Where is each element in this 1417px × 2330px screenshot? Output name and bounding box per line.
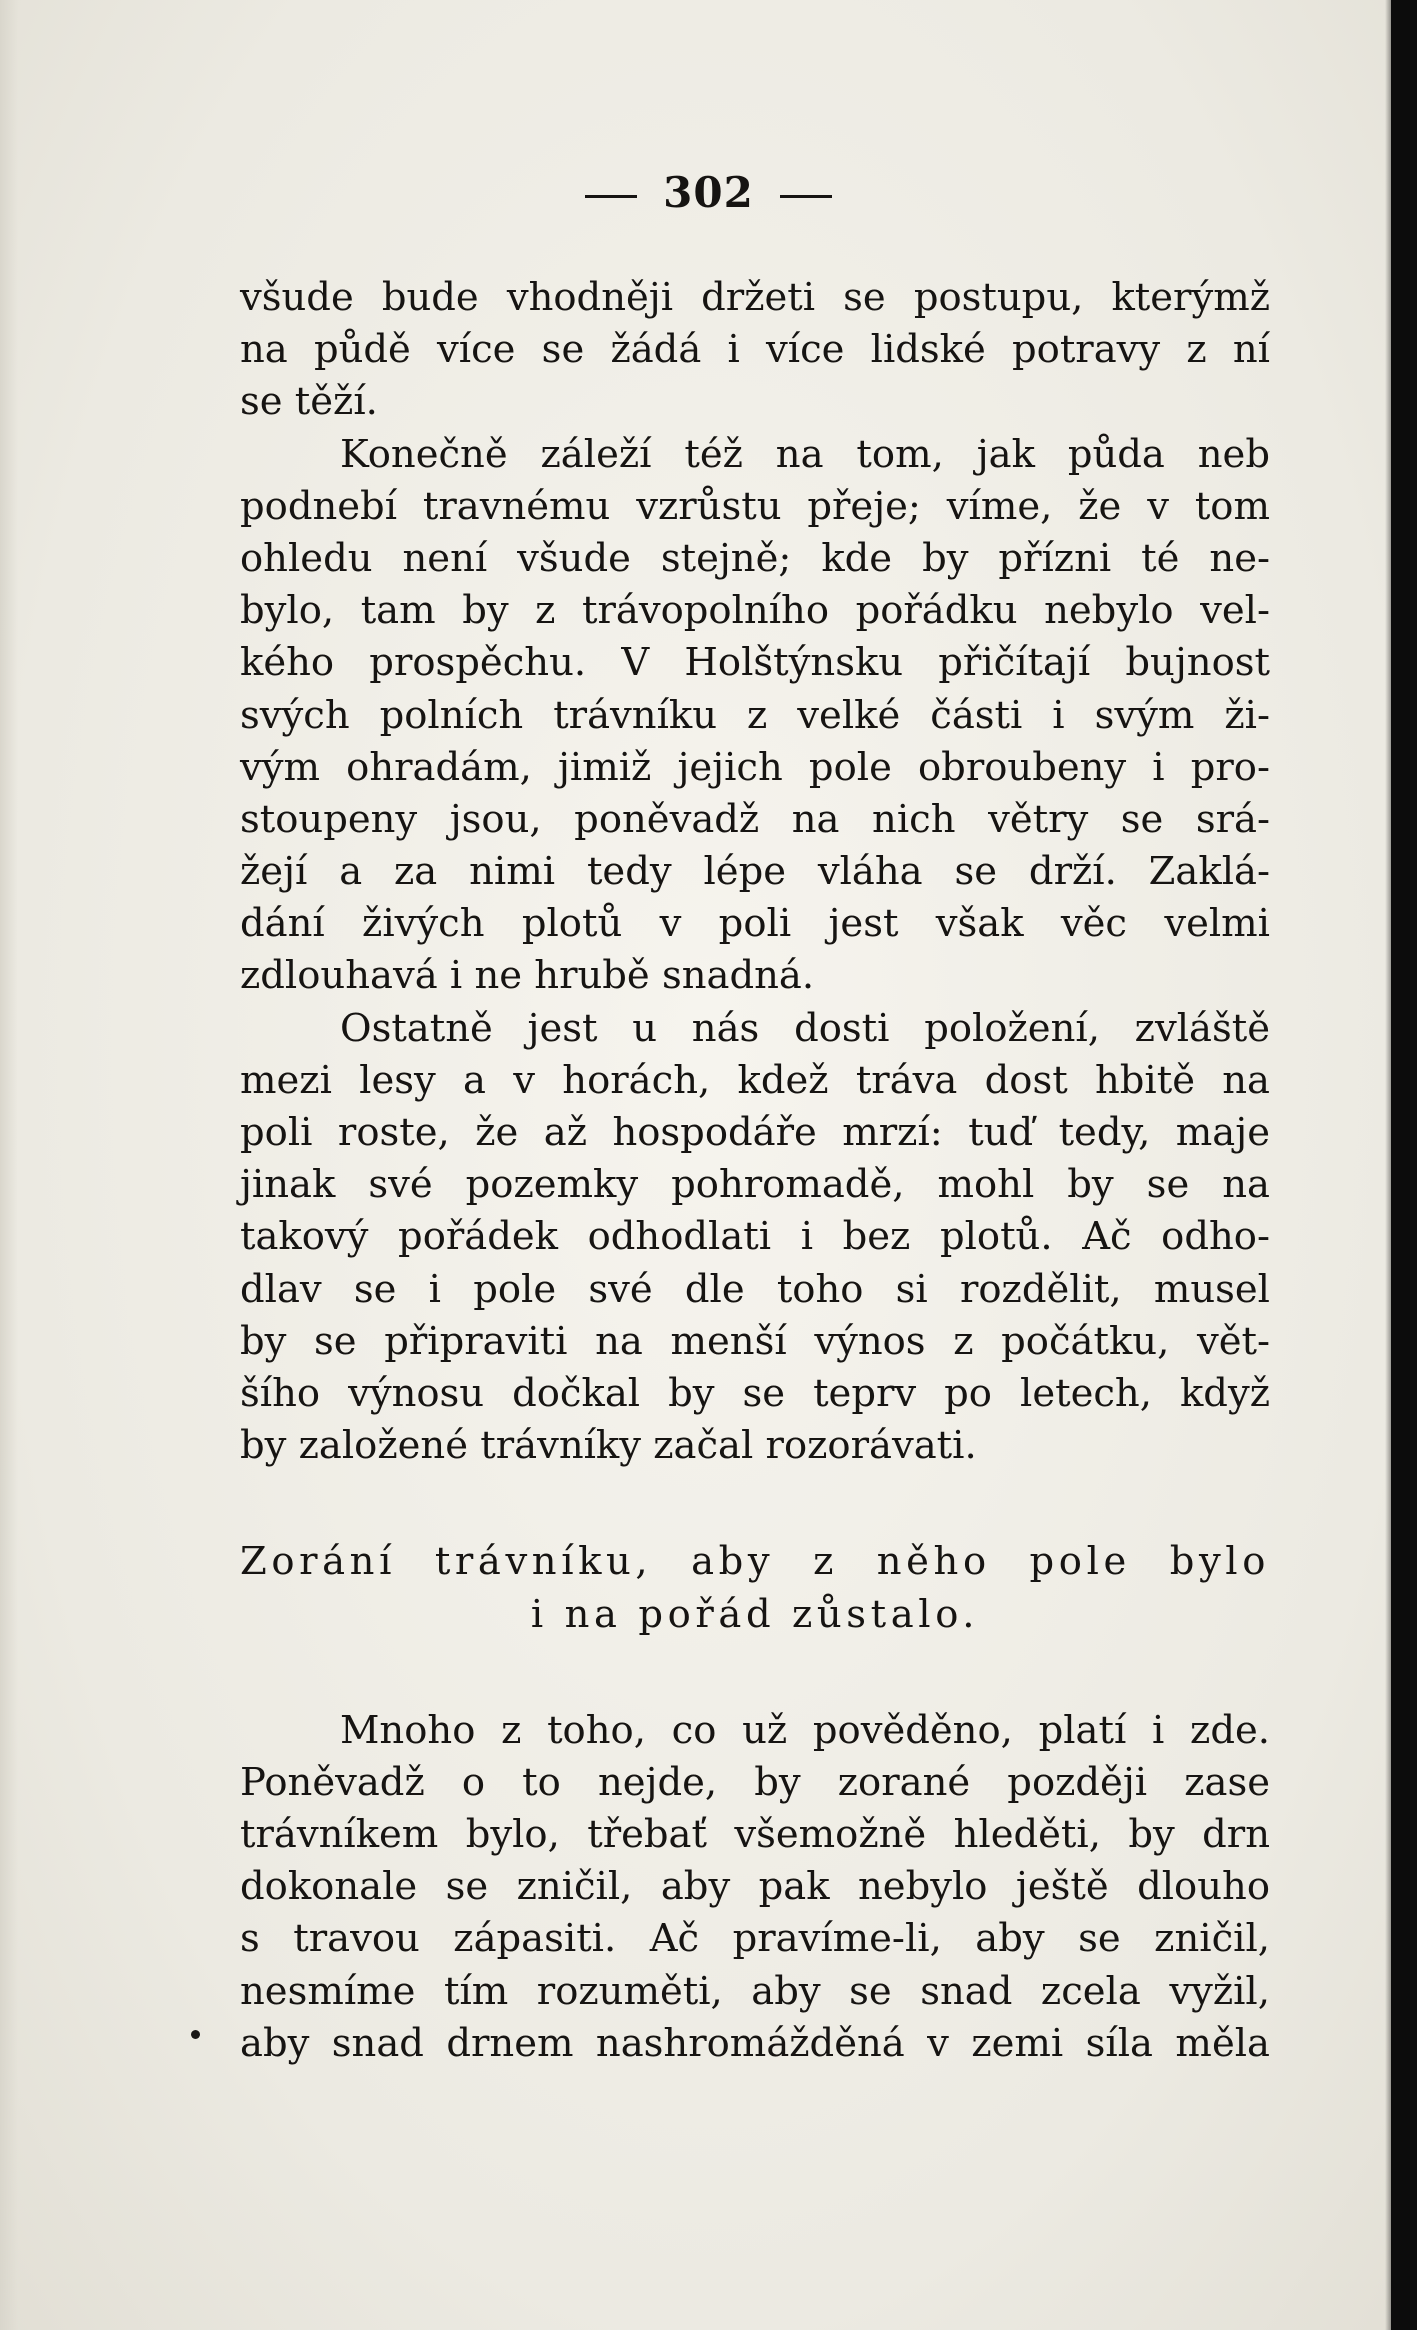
text-line: dání živých plotů v poli jest však věc velmi bbox=[240, 901, 1270, 947]
text-line: mezi lesy a v horách, kdež tráva dost hbitě na bbox=[240, 1057, 1270, 1103]
text-line: by se připraviti na menší výnos z počátku, vět- bbox=[240, 1318, 1270, 1364]
ink-speck bbox=[191, 2030, 200, 2039]
text-line: dokonale se zničil, aby pak nebylo ještě dlouho bbox=[240, 1864, 1270, 1910]
section-heading-line-1: Zorání trávníku, aby z něho pole bylo bbox=[240, 1539, 1270, 1585]
text-line: svých polních trávníku z velké části i svým ži- bbox=[240, 692, 1270, 738]
text-line: s travou zápasiti. Ač pravíme-li, aby se zničil, bbox=[240, 1916, 1270, 1962]
text-line: poli roste, že až hospodáře mrzí: tuď tedy, maje bbox=[240, 1110, 1270, 1155]
paragraph-1 bbox=[240, 272, 1270, 429]
spacer bbox=[240, 1641, 1270, 1705]
paragraph-3 bbox=[240, 1003, 1270, 1473]
page-number-dash-left bbox=[585, 195, 637, 198]
text-line: vým ohradám, jimiž jejich pole obroubeny i pro- bbox=[240, 744, 1270, 790]
text-line: se těží. bbox=[240, 379, 378, 425]
text-line: dlav se i pole své dle toho si rozdělit, musel bbox=[240, 1266, 1270, 1312]
text-line: stoupeny jsou, poněvadž na nich větry se srá- bbox=[240, 796, 1270, 842]
text-line: ohledu není všude stejně; kde by přízni té ne- bbox=[240, 535, 1270, 581]
text-line: šího výnosu dočkal by se teprv po letech, když bbox=[240, 1370, 1270, 1416]
text-line: trávníkem bylo, třebať všemožně hleděti, by drn bbox=[240, 1812, 1270, 1858]
text-line: podnebí travnému vzrůstu přeje; víme, že v tom bbox=[240, 483, 1270, 529]
text-line: takový pořádek odhodlati i bez plotů. Ač odho- bbox=[240, 1214, 1270, 1260]
text-line: jinak své pozemky pohromadě, mohl by se na bbox=[240, 1162, 1270, 1208]
section-heading bbox=[240, 1536, 1270, 1640]
text-line: nesmíme tím rozuměti, aby se snad zcela vyžil, bbox=[240, 1968, 1270, 2014]
page-number: 302 bbox=[663, 168, 754, 217]
text-line: žejí a za nimi tedy lépe vláha se drží. Zaklá- bbox=[240, 849, 1270, 895]
text-line: na půdě více se žádá i více lidské potravy z ní bbox=[240, 327, 1270, 373]
text-line: Mnoho z toho, co už pověděno, platí i zde. bbox=[340, 1707, 1270, 1753]
text-line: Konečně záleží též na tom, jak půda neb bbox=[340, 431, 1270, 477]
page-number-dash-right bbox=[780, 195, 832, 198]
section-heading-line-2: i na pořád zůstalo. bbox=[530, 1591, 980, 1637]
scan-border bbox=[1391, 0, 1417, 2330]
text-line: kého prospěchu. V Holštýnsku přičítají bujnost bbox=[240, 640, 1270, 686]
body-text bbox=[240, 272, 1270, 2070]
text-line: zdlouhavá i ne hrubě snadná. bbox=[240, 953, 815, 999]
text-line: aby snad drnem nashromážděná v zemi síla měla bbox=[240, 2020, 1270, 2066]
paragraph-2 bbox=[240, 429, 1270, 1003]
spacer bbox=[240, 1472, 1270, 1536]
text-line: bylo, tam by z trávopolního pořádku nebylo vel- bbox=[240, 588, 1270, 634]
paragraph-4 bbox=[240, 1705, 1270, 2070]
text-line: by založené trávníky začal rozorávati. bbox=[240, 1423, 977, 1469]
page-number-header bbox=[0, 168, 1417, 217]
text-line: Ostatně jest u nás dosti položení, zvláště bbox=[340, 1005, 1270, 1051]
text-line: všude bude vhodněji držeti se postupu, kterýmž bbox=[240, 275, 1270, 320]
page-left-shadow bbox=[0, 0, 18, 2330]
text-line: Poněvadž o to nejde, by zorané později zase bbox=[240, 1759, 1270, 1805]
